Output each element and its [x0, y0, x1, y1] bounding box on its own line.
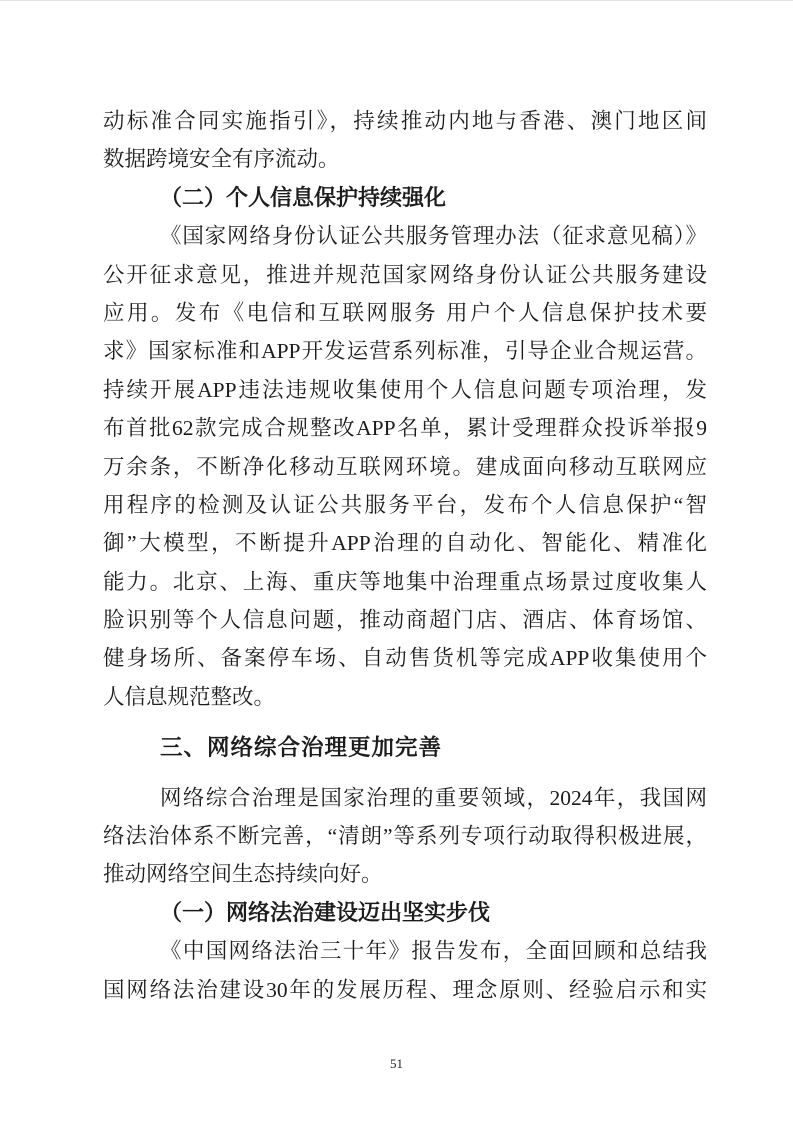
body-line: 布首批62款完成合规整改APP名单，累计受理群众投诉举报9 [103, 416, 707, 441]
body-line: 万余条，不断净化移动互联网环境。建成面向移动互联网应 [103, 454, 707, 479]
body-line: 动标准合同实施指引》，持续推动内地与香港、澳门地区间 [103, 109, 707, 133]
body-line: 网络综合治理是国家治理的重要领域，2024年，我国网 [160, 785, 707, 810]
body-line: 能力。北京、上海、重庆等地集中治理重点场景过度收集人 [103, 569, 707, 594]
body-line: 求》国家标准和APP开发运营系列标准，引导企业合规运营。 [103, 339, 707, 364]
body-line: 人信息规范整改。 [103, 684, 276, 709]
body-line: 健身场所、备案停车场、自动售货机等完成APP收集使用个 [103, 646, 707, 671]
page-number: 51 [390, 1056, 403, 1071]
body-line: 用程序的检测及认证公共服务平台，发布个人信息保护“智 [103, 492, 707, 517]
body-line: 数据跨境安全有序流动。 [103, 147, 340, 172]
subsection-heading: （一）网络法治建设迈出坚实步伐 [160, 899, 491, 925]
body-line: 国网络法治建设30年的发展历程、理念原则、经验启示和实 [103, 977, 707, 1002]
document-content [103, 102, 707, 1009]
body-line: 络法治体系不断完善，“清朗”等系列专项行动取得积极进展， [103, 824, 707, 849]
body-line: 推动网络空间生态持续向好。 [103, 862, 383, 887]
subsection-heading: （二）个人信息保护持续强化 [160, 184, 447, 210]
body-line: 《中国网络法治三十年》报告发布，全面回顾和总结我 [160, 939, 707, 964]
body-line: 《国家网络身份认证公共服务管理办法（征求意见稿）》 [160, 224, 707, 249]
body-line: 公开征求意见，推进并规范国家网络身份认证公共服务建设 [103, 262, 707, 287]
body-line: 脸识别等个人信息问题，推动商超门店、酒店、体育场馆、 [103, 608, 707, 633]
section-heading: 三、网络综合治理更加完善 [160, 735, 443, 761]
body-line: 应用。发布《电信和互联网服务 用户个人信息保护技术要 [103, 300, 707, 325]
body-line: 御”大模型，不断提升APP治理的自动化、智能化、精准化 [103, 531, 707, 556]
body-line: 持续开展APP违法违规收集使用个人信息问题专项治理，发 [103, 377, 707, 402]
